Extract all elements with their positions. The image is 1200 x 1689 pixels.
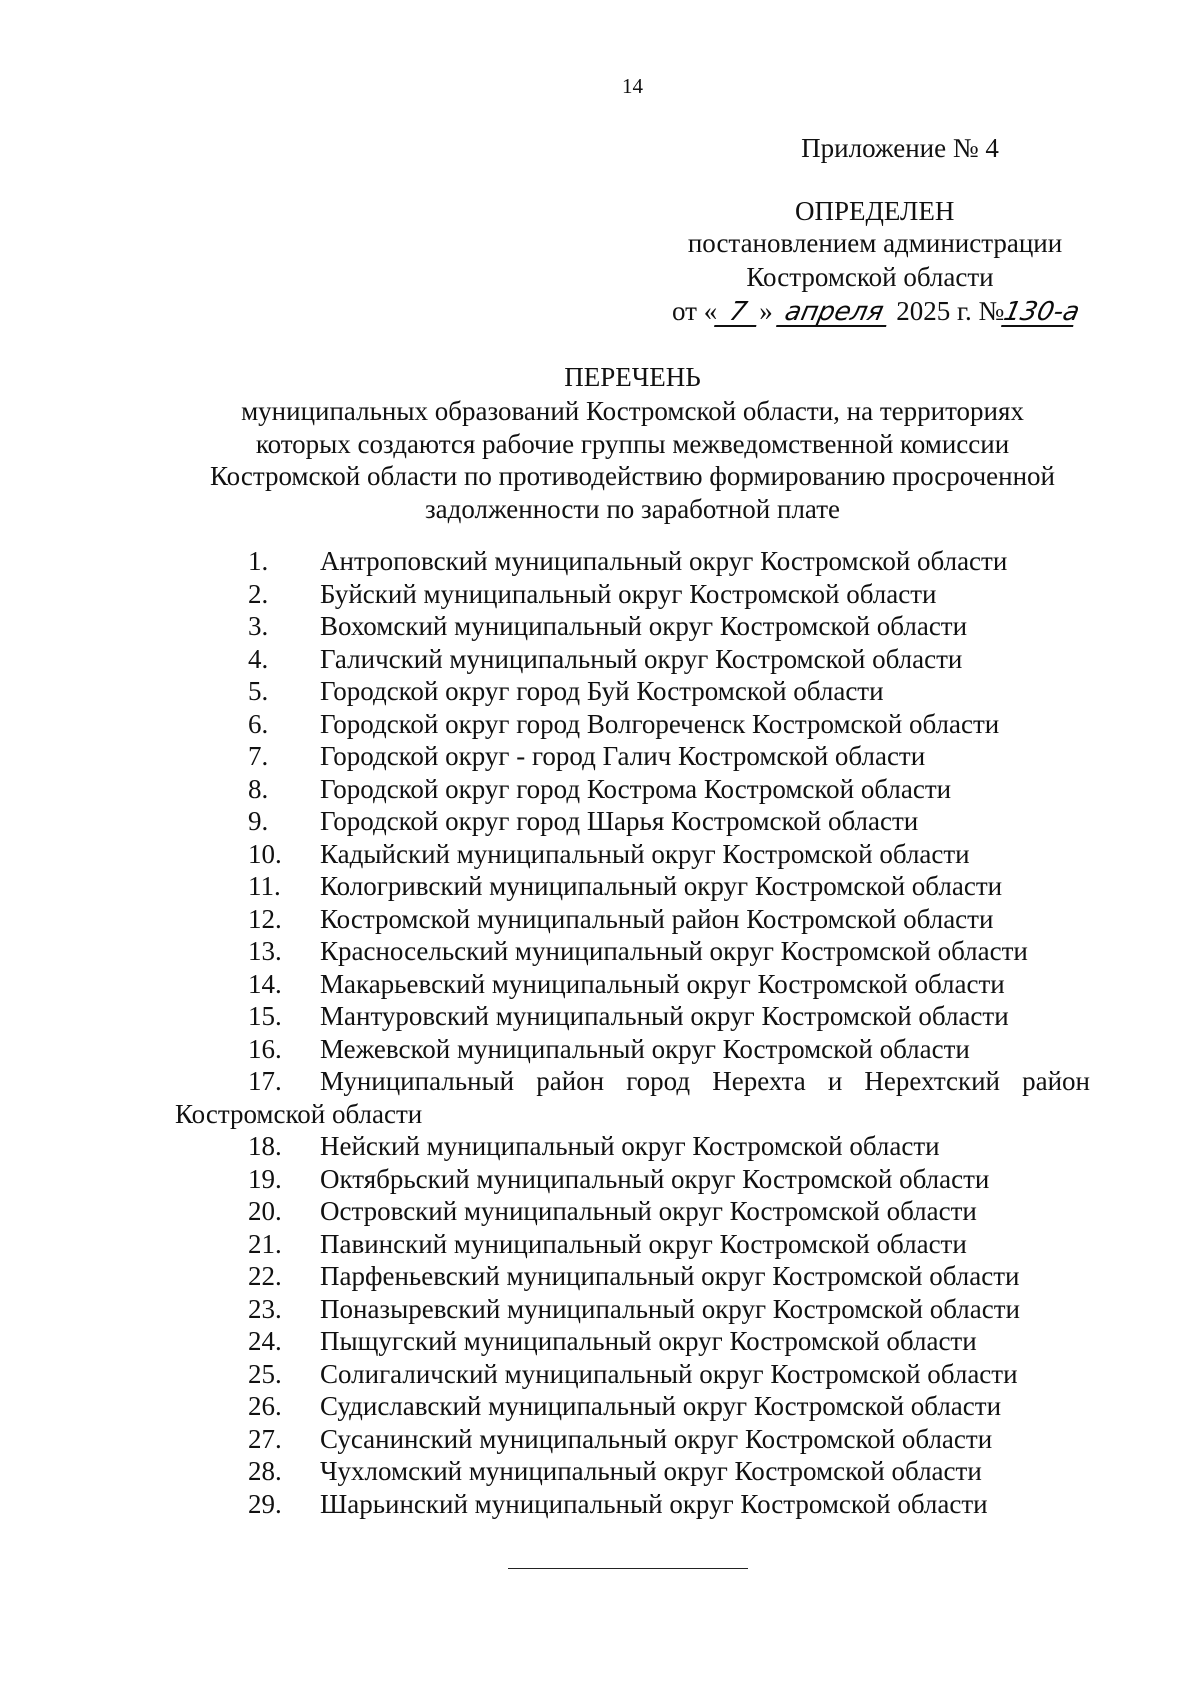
list-item: [0, 675, 1200, 708]
item-text: Чухломский муниципальный округ Костромской области: [320, 1456, 982, 1486]
approval-heading: ОПРЕДЕЛЕН: [795, 196, 955, 226]
list-item: [0, 740, 1200, 773]
item-text: Муниципальный район город Нерехта и Нерехтский район: [320, 1066, 1090, 1096]
list-item: [0, 1130, 1200, 1163]
item-number: 28.: [248, 1456, 282, 1486]
list-item: [0, 1455, 1200, 1488]
list-item: [0, 805, 1200, 838]
item-number: 3.: [248, 611, 269, 641]
list-item: [0, 1228, 1200, 1261]
item-number: 1.: [248, 546, 269, 576]
item-text: Вохомский муниципальный округ Костромской области: [320, 611, 968, 641]
list-item: [0, 1390, 1200, 1423]
list-item: [0, 1358, 1200, 1391]
list-item: [0, 773, 1200, 806]
list-item: [0, 578, 1200, 611]
list-item: [0, 1000, 1200, 1033]
item-number: 5.: [248, 676, 269, 706]
item-number: 29.: [248, 1488, 282, 1519]
item-number: 8.: [248, 773, 269, 804]
item-text: Кологривский муниципальный округ Костромской области: [320, 871, 1003, 901]
handwritten-day: 7: [714, 299, 762, 327]
item-number: 25.: [248, 1358, 282, 1389]
item-number: 15.: [248, 1001, 282, 1031]
list-item: [0, 1033, 1200, 1066]
item-number: 14.: [248, 968, 282, 999]
item-number: 2.: [248, 578, 269, 609]
item-text: Судиславский муниципальный округ Костромской области: [320, 1391, 1002, 1421]
item-number: 17.: [248, 1066, 282, 1096]
item-text: Парфеньевский муниципальный округ Костромской области: [320, 1261, 1020, 1291]
municipality-list: [0, 545, 1200, 1520]
item-number: 7.: [248, 741, 269, 771]
item-text: Нейский муниципальный округ Костромской области: [320, 1131, 940, 1161]
appendix-label: Приложение № 4: [801, 133, 999, 163]
list-item: [0, 1163, 1200, 1196]
item-text: Городской округ город Кострома Костромской области: [320, 773, 952, 804]
item-text: Костромской муниципальный район Костромской области: [320, 903, 994, 934]
item-text: Пыщугский муниципальный округ Костромской области: [320, 1326, 977, 1356]
decree-date-line: [672, 296, 1083, 327]
end-divider: [508, 1568, 748, 1569]
item-number: 19.: [248, 1163, 282, 1194]
list-item: [0, 1423, 1200, 1456]
list-item: [0, 1195, 1200, 1228]
list-item: [0, 903, 1200, 936]
document-title: ПЕРЕЧЕНЬ: [564, 362, 701, 392]
item-number: 18.: [248, 1131, 282, 1161]
handwritten-decree-number: 130-а: [1001, 297, 1083, 327]
item-text-continuation: Костромской области: [175, 1098, 423, 1129]
item-text: Шарьинский муниципальный округ Костромской области: [320, 1488, 988, 1519]
date-prefix: от «: [672, 296, 718, 326]
item-number: 12.: [248, 903, 282, 934]
list-item: [0, 545, 1200, 578]
item-number: 4.: [248, 643, 269, 674]
page-number: 14: [622, 74, 643, 98]
decree-line: постановлением администрации: [687, 228, 1063, 258]
list-item: [0, 1325, 1200, 1358]
list-item: [0, 870, 1200, 903]
list-item: [0, 1065, 1200, 1130]
item-text: Городской округ город Шарья Костромской области: [320, 806, 919, 836]
item-text: Антроповский муниципальный округ Костромской области: [320, 546, 1008, 576]
item-number: 22.: [248, 1261, 282, 1291]
region-line: Костромской области: [746, 262, 994, 292]
date-year: 2025 г. №: [896, 296, 1005, 326]
item-text: Межевской муниципальный округ Костромской области: [320, 1033, 970, 1064]
list-item: [0, 643, 1200, 676]
item-text: Солигаличский муниципальный округ Костромской области: [320, 1358, 1018, 1389]
list-item: [0, 1293, 1200, 1326]
handwritten-month: апреля: [776, 299, 892, 327]
subtitle-line: задолженности по заработной плате: [425, 493, 840, 524]
item-number: 27.: [248, 1423, 282, 1454]
item-text: Макарьевский муниципальный округ Костромской области: [320, 968, 1005, 999]
item-text: Галичский муниципальный округ Костромской области: [320, 643, 963, 674]
item-number: 24.: [248, 1326, 282, 1356]
list-item: [0, 935, 1200, 968]
item-number: 23.: [248, 1293, 282, 1324]
subtitle-line: муниципальных образований Костромской области, на территориях: [241, 396, 1024, 426]
item-text: Городской округ - город Галич Костромской области: [320, 741, 926, 771]
item-text: Мантуровский муниципальный округ Костромской области: [320, 1001, 1009, 1031]
item-text: Сусанинский муниципальный округ Костромской области: [320, 1423, 993, 1454]
item-text: Буйский муниципальный округ Костромской области: [320, 578, 937, 609]
subtitle-line: Костромской области по противодействию формированию просроченной: [210, 461, 1055, 491]
item-text: Городской округ город Буй Костромской области: [320, 676, 884, 706]
item-number: 20.: [248, 1196, 282, 1226]
item-text: Кадыйский муниципальный округ Костромской области: [320, 838, 970, 869]
item-text: Островский муниципальный округ Костромской области: [320, 1196, 977, 1226]
item-number: 21.: [248, 1228, 282, 1259]
item-number: 13.: [248, 936, 282, 966]
item-text: Поназыревский муниципальный округ Костромской области: [320, 1293, 1020, 1324]
item-text: Красносельский муниципальный округ Костромской области: [320, 936, 1028, 966]
item-text: Павинский муниципальный округ Костромской области: [320, 1228, 967, 1259]
item-number: 9.: [248, 806, 269, 836]
item-number: 26.: [248, 1391, 282, 1421]
subtitle-line: которых создаются рабочие группы межведомственной комиссии: [255, 428, 1010, 459]
date-mid: »: [759, 296, 773, 326]
item-number: 10.: [248, 838, 282, 869]
item-text: Октябрьский муниципальный округ Костромской области: [320, 1163, 990, 1194]
item-number: 16.: [248, 1033, 282, 1064]
document-subtitle: [180, 395, 1085, 525]
list-item: [0, 708, 1200, 741]
item-number: 6.: [248, 708, 269, 739]
list-item: [0, 838, 1200, 871]
list-item: [0, 1488, 1200, 1521]
list-item: [0, 610, 1200, 643]
list-item: [0, 1260, 1200, 1293]
item-number: 11.: [248, 871, 281, 901]
item-text: Городской округ город Волгореченск Костромской области: [320, 708, 1000, 739]
list-item: [0, 968, 1200, 1001]
